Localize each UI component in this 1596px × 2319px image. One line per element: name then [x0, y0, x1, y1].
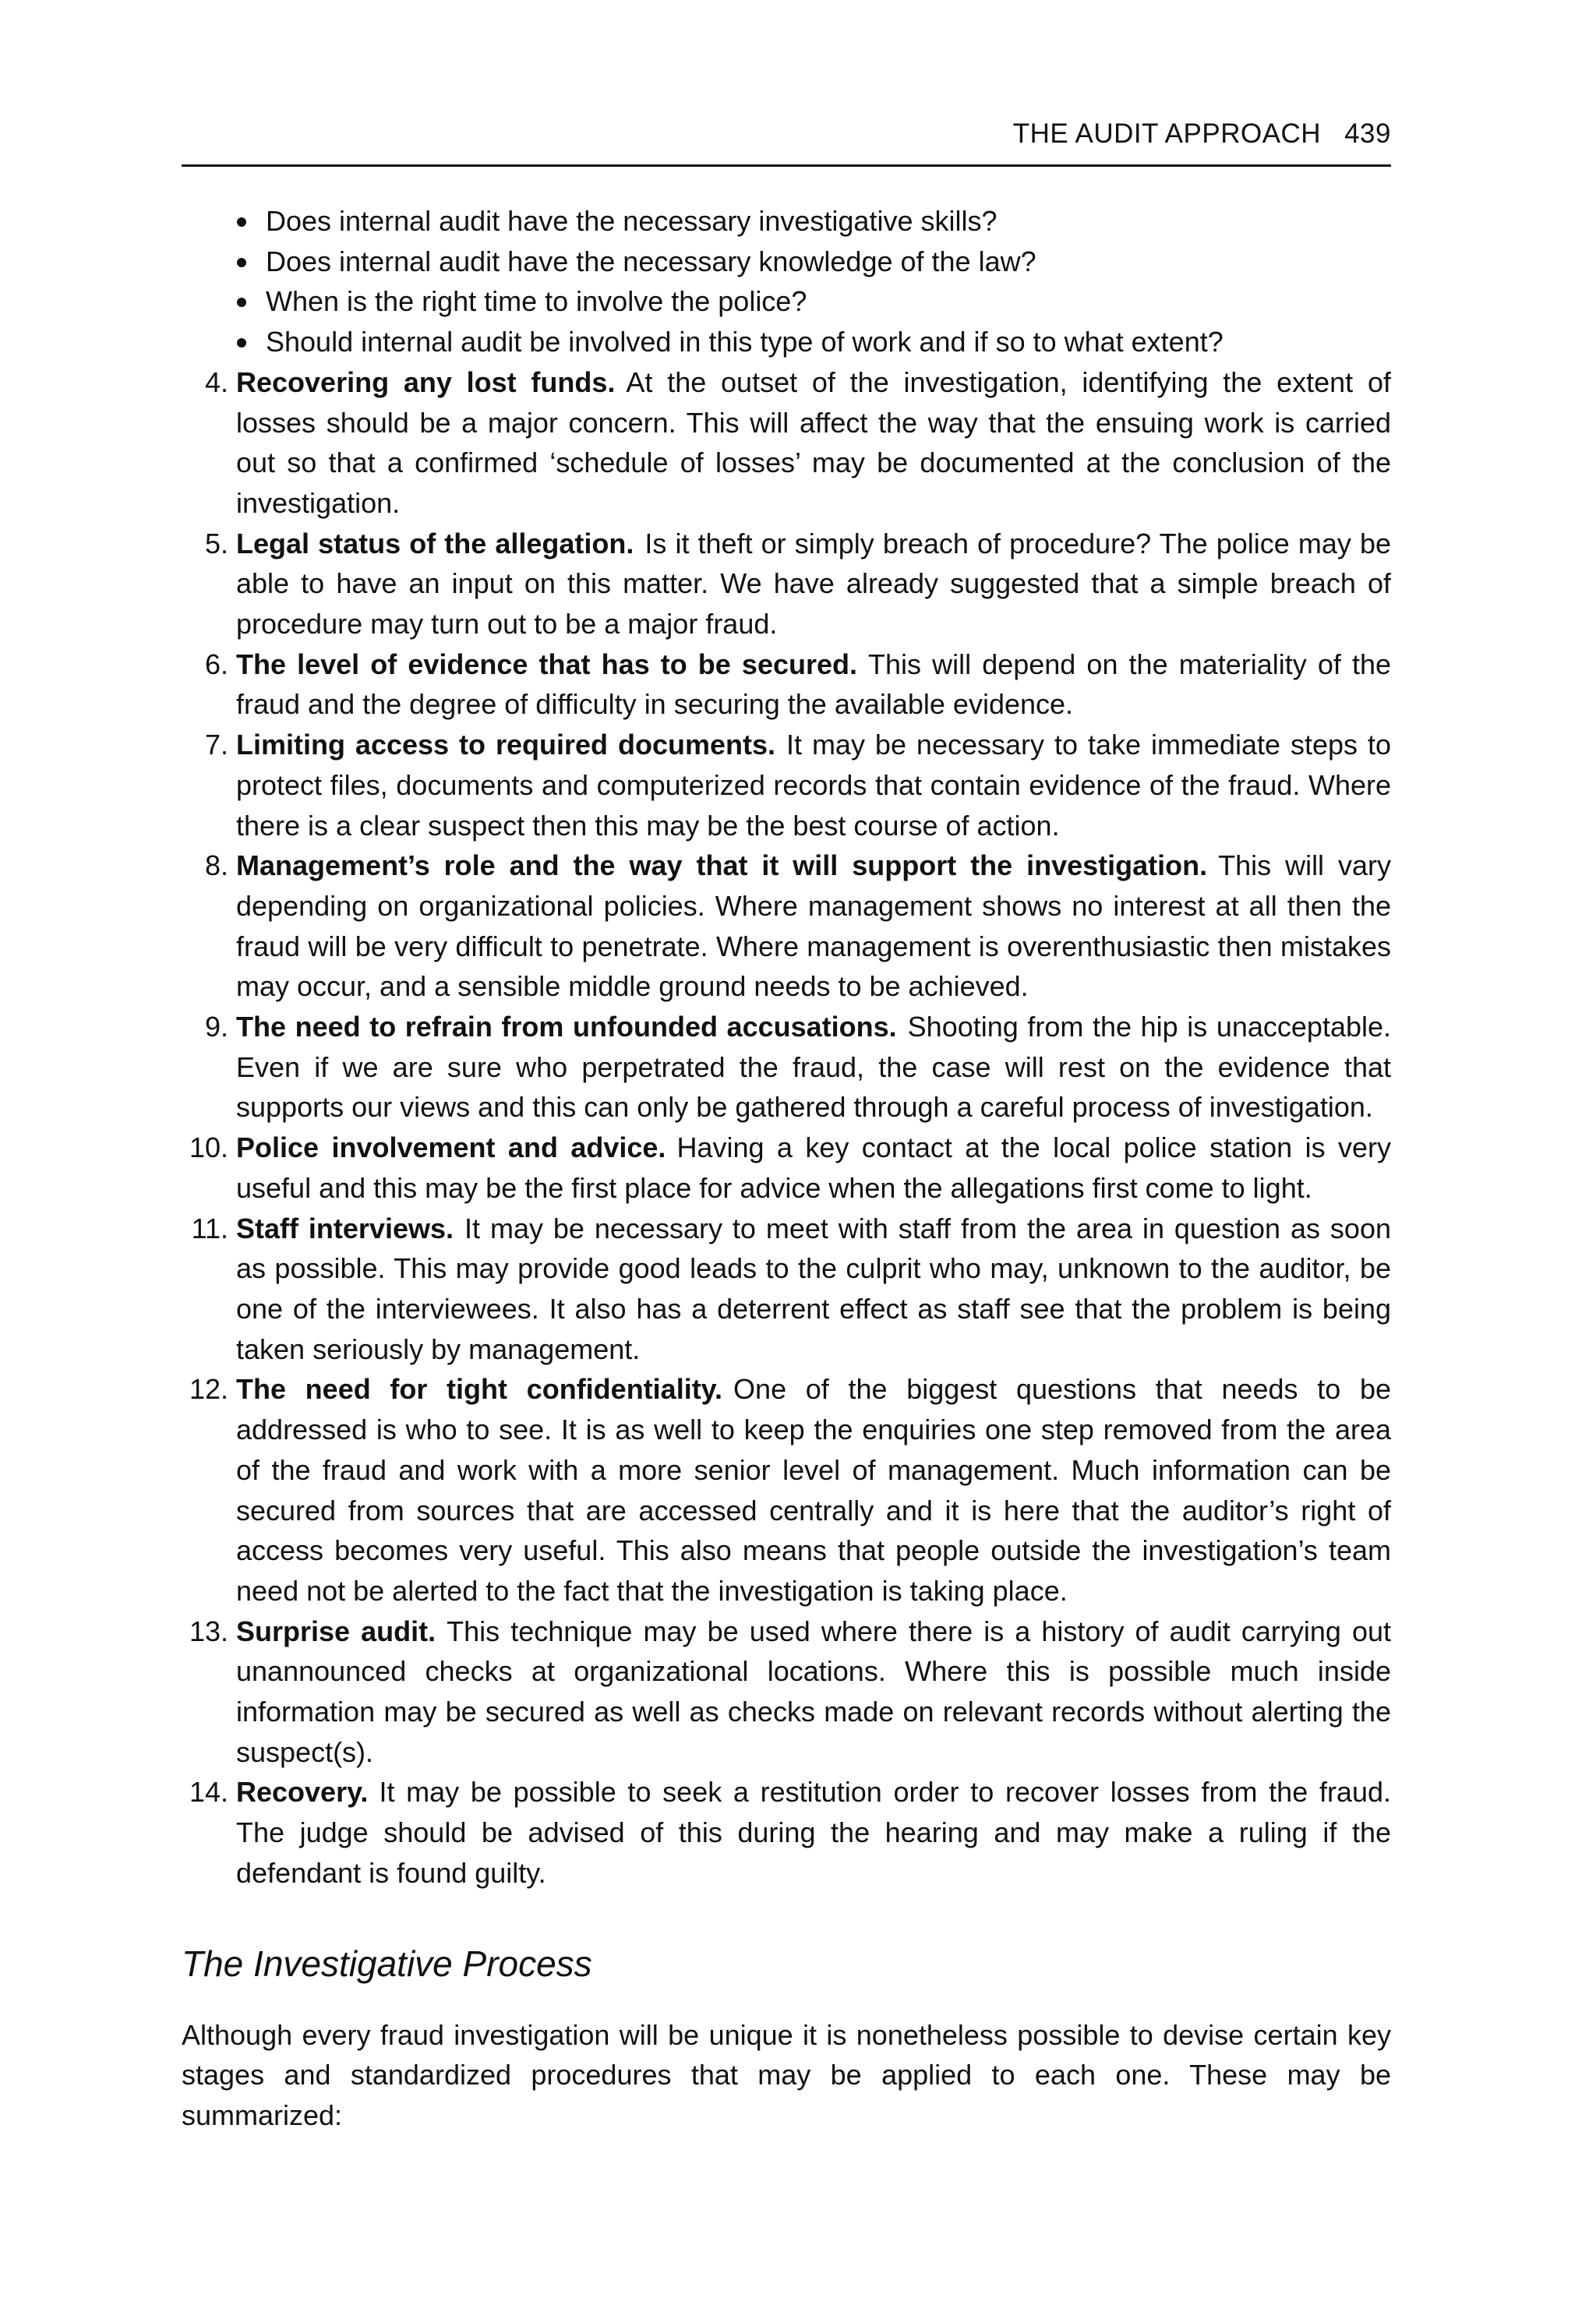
running-header [1013, 118, 1391, 150]
numbered-list [182, 362, 1391, 1894]
item-text: It may be necessary to take immediate steps to protect files, documents and computerized records that contain evidence of the fraud. Where there is a clear suspect then this may be the best course of action. [236, 729, 1391, 842]
item-text: This will depend on the materiality of the fraud and the degree of difficulty in securing the available evidence. [236, 648, 1391, 721]
bullet-dot-icon [237, 217, 246, 227]
item-number: 8. [204, 849, 228, 882]
item-number: 7. [204, 729, 228, 761]
item-number: 14. [189, 1776, 228, 1809]
item-lead: Recovery. [236, 1776, 369, 1809]
item-number: 5. [204, 527, 228, 559]
item-number: 4. [204, 365, 228, 398]
page-body [182, 201, 1391, 2136]
bullet-item: Does internal audit have the necessary knowledge of the law? [266, 242, 1391, 282]
item-number: 6. [204, 648, 228, 680]
bullet-dot-icon [237, 258, 246, 267]
item-number: 9. [204, 1011, 228, 1043]
item-lead: Management’s role and the way that it will support the investigation. [236, 849, 1208, 882]
header-rule [182, 164, 1391, 167]
item-text: This will vary depending on organizational policies. Where management shows no interest at all then the fraud will be very difficult to penetrate. Where management is overenthusiastic then mistakes may occur, and a sensible middle ground needs to be achieved. [236, 849, 1391, 1003]
list-item [189, 1128, 1391, 1208]
bullet-dot-icon [237, 338, 246, 348]
item-lead: Staff interviews. [236, 1212, 454, 1244]
bullet-item: Should internal audit be involved in this type of work and if so to what extent? [266, 322, 1391, 362]
list-item [204, 725, 1391, 845]
list-item [204, 1007, 1392, 1128]
item-lead: The need for tight confidentiality. [236, 1373, 723, 1406]
running-title: THE AUDIT APPROACH [1012, 118, 1322, 149]
item-number: 11. [191, 1212, 228, 1244]
item-text: Shooting from the hip is unacceptable. Even if we are sure who perpetrated the fraud, the case will rest on the evidence that supports our views and this can only be gathered through a careful process of investigation. [236, 1011, 1392, 1124]
item-text: It may be necessary to meet with staff from the area in question as soon as possible. This may provide good leads to the culprit who may, unknown to the auditor, be one of the interviewees. It also has a deterrent effect as staff see that the problem is being taken seriously by management. [236, 1212, 1391, 1365]
page-number: 439 [1344, 118, 1391, 149]
item-text: One of the biggest questions that needs to be addressed is who to see. It is as well to keep the enquiries one step removed from the area of the fraud and work with a more senior level of management. Much information can be secured from sources that are accessed centrally and it is here that the auditor’s right of access becomes very useful. This also means that people outside the investigation’s team need not be alerted to the fact that the investigation is taking place. [236, 1373, 1391, 1607]
item-lead: Legal status of the allegation. [236, 527, 634, 559]
item-number: 13. [189, 1615, 228, 1647]
item-text: It may be possible to seek a restitution order to recover losses from the fraud. The judge should be advised of this during the hearing and may make a ruling if the defendant is found guilty. [236, 1776, 1391, 1889]
section-intro [182, 2015, 1391, 2136]
item-lead: The level of evidence that has to be secured. [236, 648, 857, 680]
bullet-item: When is the right time to involve the police? [266, 281, 1391, 322]
item-lead: Limiting access to required documents. [236, 729, 775, 761]
list-item [204, 845, 1391, 1007]
item-lead: Police involvement and advice. [236, 1131, 666, 1164]
item-number: 10. [189, 1131, 228, 1164]
bullet-item: Does internal audit have the necessary investigative skills? [266, 201, 1391, 242]
item-text: Is it theft or simply breach of procedure? The police may be able to have an input on this matter. We have already suggested that a simple breach of procedure may turn out to be a major fraud. [236, 527, 1391, 641]
bullet-list [182, 201, 1391, 362]
item-number: 12. [189, 1373, 228, 1406]
item-lead: The need to refrain from unfounded accusations. [236, 1011, 897, 1043]
section-title: The Investigative Process [182, 1943, 592, 1984]
list-item [191, 1209, 1391, 1370]
item-lead: Recovering any lost funds. [236, 365, 616, 398]
list-item [189, 1611, 1391, 1773]
list-item [189, 1772, 1391, 1893]
item-text: At the outset of the investigation, identifying the extent of losses should be a major concern. This will affect the way that the ensuing work is carried out so that a confirmed ‘schedule of losses’ may be documented at the conclusion of the investigation. [236, 365, 1391, 519]
intro-line: stages and standardized procedures that may be applied to each one. These may be summarized: [182, 2059, 1391, 2131]
item-text: Having a key contact at the local police station is very useful and this may be the first place for advice when the allegations first come to light. [236, 1131, 1391, 1204]
list-item [204, 524, 1391, 644]
item-text: This technique may be used where there is a history of audit carrying out unannounced checks at organizational locations. Where this is possible much inside information may be secured as well as checks made on relevant records without alerting the suspect(s). [236, 1615, 1391, 1768]
list-item [204, 362, 1391, 524]
list-item [204, 644, 1391, 725]
list-item [189, 1369, 1391, 1611]
item-lead: Surprise audit. [236, 1615, 436, 1647]
intro-line: Although every fraud investigation will be unique it is nonetheless possible to devise certain key [182, 2018, 1391, 2051]
bullet-dot-icon [237, 298, 246, 307]
